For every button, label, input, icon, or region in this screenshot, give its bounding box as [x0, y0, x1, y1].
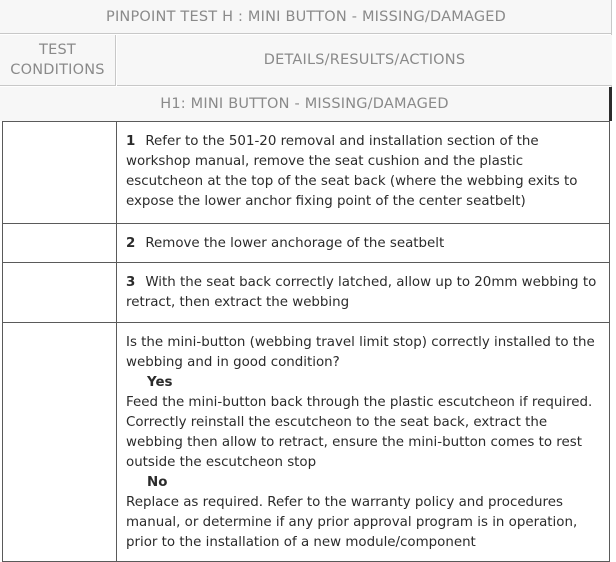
step-3-number: 3 [126, 275, 136, 290]
step-2-conditions-cell [3, 224, 117, 263]
step-row-1 [3, 122, 610, 224]
question-text: Is the mini-button (webbing travel limit stop) correctly installed to the webbing and in good condition? [126, 335, 595, 370]
test-title: PINPOINT TEST H : MINI BUTTON - MISSING/DAMAGED [0, 0, 612, 34]
step-2-details-cell [117, 224, 610, 263]
step-2-number: 2 [126, 236, 136, 251]
step-3-text: With the seat back correctly latched, allow up to 20mm webbing to retract, then extract the webbing [126, 275, 597, 310]
step-row-2 [3, 224, 610, 263]
steps-table [2, 121, 610, 562]
subheader-right-rule [609, 87, 612, 121]
no-action-text: Replace as required. Refer to the warranty policy and procedures manual, or determine if any prior approval program is in operation, prior to the installation of a new module/component [126, 495, 578, 550]
column-header-details: DETAILS/RESULTS/ACTIONS [117, 35, 612, 86]
yes-label: Yes [147, 375, 173, 390]
no-label: No [147, 475, 168, 490]
step-3-conditions-cell [3, 263, 117, 323]
question-conditions-cell [3, 323, 117, 562]
column-header-test-conditions-line1: TEST [39, 42, 76, 58]
step-1-number: 1 [126, 134, 136, 149]
question-details-cell [117, 323, 610, 562]
step-row-3 [3, 263, 610, 323]
step-2-text: Remove the lower anchorage of the seatbelt [145, 236, 445, 251]
yes-action-text: Feed the mini-button back through the plastic escutcheon if required. Correctly reinstall the escutcheon to the seat back, extract the webbing then allow to retract, ensure the mini-button comes to rest outside the escutcheon stop [126, 395, 593, 470]
question-row [3, 323, 610, 562]
step-1-conditions-cell [3, 122, 117, 224]
column-header-test-conditions-line2: CONDITIONS [10, 62, 105, 78]
step-1-details-cell [117, 122, 610, 224]
test-subheader: H1: MINI BUTTON - MISSING/DAMAGED [0, 87, 609, 121]
step-1-text: Refer to the 501-20 removal and installation section of the workshop manual, remove the seat cushion and the plastic escutcheon at the top of the seat back (where the webbing exits to expose the lower anchor fixing point of the center seatbelt) [126, 134, 578, 209]
column-header-test-conditions [0, 35, 116, 86]
step-3-details-cell [117, 263, 610, 323]
